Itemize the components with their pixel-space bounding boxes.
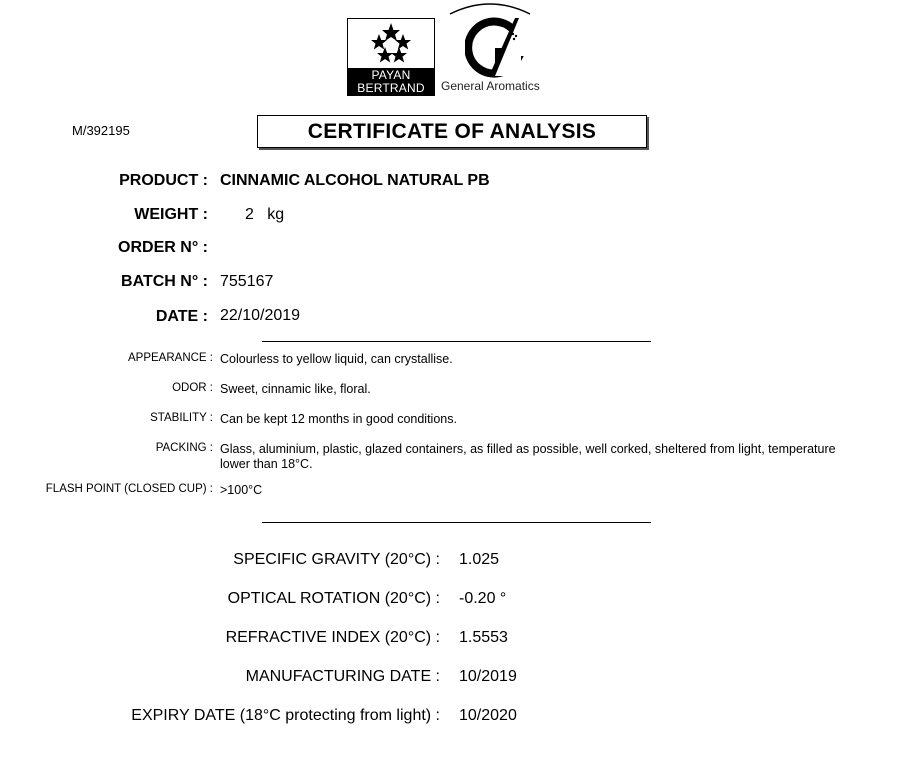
manufacturing-date-value: 10/2019 [459,668,517,685]
divider-line [262,522,651,523]
batch-number-value: 755167 [220,273,274,290]
certificate-title-box [257,115,647,148]
order-number-label: ORDER N° : [118,239,208,256]
expiry-date-label: EXPIRY DATE (18°C protecting from light) : [131,707,440,724]
batch-number-label: BATCH N° : [121,273,208,290]
odor-label: ODOR : [172,382,213,394]
product-value: CINNAMIC ALCOHOL NATURAL PB [220,172,490,189]
certificate-title: CERTIFICATE OF ANALYSIS [307,119,597,143]
specific-gravity-value: 1.025 [459,551,500,568]
packing-label: PACKING : [155,442,213,454]
ga-monogram-icon [465,16,525,82]
packing-value: Glass, aluminium, plastic, glazed containers, as filled as possible, well corked, sheltered from light, temperature lower than 18°C. [220,442,836,471]
general-aromatics-name: General Aromatics [441,79,540,93]
refractive-index-label: REFRACTIVE INDEX (20°C) : [225,629,440,646]
appearance-label: APPEARANCE : [128,352,213,364]
expiry-date-value: 10/2020 [459,707,517,724]
logo-text-bertrand: BERTRAND [357,81,425,95]
refractive-index-value: 1.5553 [459,629,508,646]
manufacturing-date-label: MANUFACTURING DATE : [245,668,440,685]
odor-value: Sweet, cinnamic like, floral. [220,382,371,396]
flash-point-value: >100°C [220,483,263,497]
document-reference: M/392195 [72,123,130,138]
product-label: PRODUCT : [119,172,208,189]
optical-rotation-label: OPTICAL ROTATION (20°C) : [227,590,440,607]
logo-text-payan: PAYAN [371,68,411,82]
header-arc [440,0,540,16]
flash-point-label: FLASH POINT (CLOSED CUP) : [45,483,213,495]
specific-gravity-label: SPECIFIC GRAVITY (20°C) : [233,551,440,568]
date-label: DATE : [155,308,208,325]
date-value: 22/10/2019 [220,307,301,324]
optical-rotation-value: -0.20 ° [459,590,507,607]
weight-value: 2 kg [245,206,285,223]
payan-bertrand-logo [347,18,435,96]
snowflake-stars-icon [347,18,435,68]
appearance-value: Colourless to yellow liquid, can crystallise. [220,352,453,366]
divider-line [262,341,651,342]
stability-label: STABILITY : [150,412,213,424]
weight-label: WEIGHT : [134,206,208,223]
stability-value: Can be kept 12 months in good conditions. [220,412,457,426]
